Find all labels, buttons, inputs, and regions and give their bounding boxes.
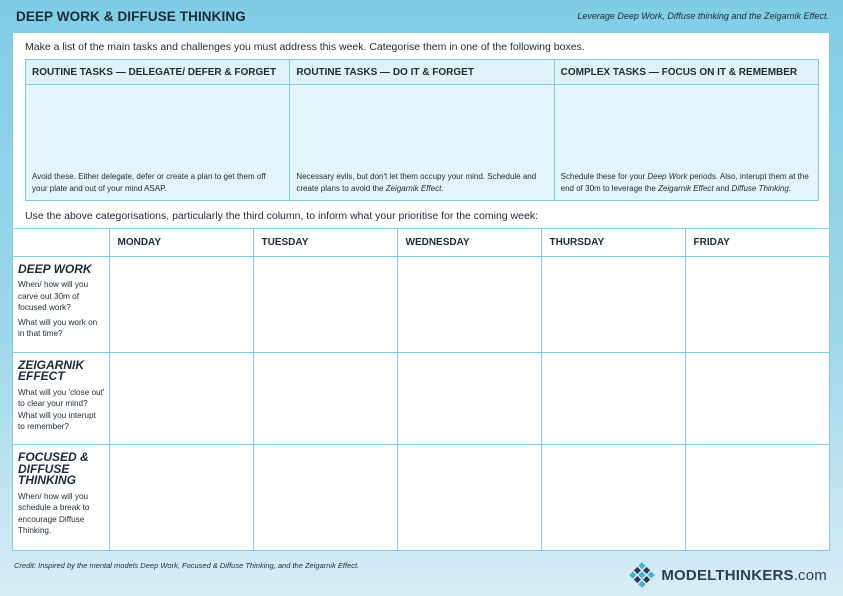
day-thursday: THURSDAY bbox=[541, 229, 685, 256]
category-write-area[interactable] bbox=[26, 85, 289, 200]
logo-domain: .com bbox=[793, 566, 827, 584]
description-emphasis: Zeigarnik Effect bbox=[385, 183, 442, 193]
planner-cell-monday[interactable] bbox=[109, 352, 253, 445]
planner-cell-wednesday[interactable] bbox=[397, 445, 541, 550]
description-text: . bbox=[441, 183, 444, 193]
description-emphasis: Diffuse Thinking bbox=[731, 183, 789, 193]
planner-cell-friday[interactable] bbox=[685, 445, 829, 550]
description-text: Schedule these for your bbox=[560, 172, 648, 181]
planner-cell-monday[interactable] bbox=[109, 256, 253, 352]
row-label bbox=[13, 256, 109, 352]
planner-cell-tuesday[interactable] bbox=[253, 256, 397, 352]
description-text: periods. Also, interupt them at the end of 30m to leverage the bbox=[560, 172, 809, 193]
planner-row-deep-work bbox=[13, 256, 829, 352]
description-text: and bbox=[713, 183, 732, 193]
planner-row-focused-diffuse bbox=[13, 445, 829, 550]
planner-header-row bbox=[13, 229, 829, 256]
task-categories bbox=[25, 59, 819, 201]
category-description bbox=[296, 171, 545, 194]
planner-cell-friday[interactable] bbox=[685, 256, 829, 352]
day-wednesday: WEDNESDAY bbox=[397, 229, 541, 256]
category-write-area[interactable] bbox=[555, 85, 818, 200]
planner-cell-wednesday[interactable] bbox=[397, 352, 541, 445]
planner-cell-wednesday[interactable] bbox=[397, 256, 541, 352]
row-title: DEEP WORK bbox=[18, 261, 92, 276]
description-emphasis: Zeigarnik Effect bbox=[658, 183, 714, 193]
day-monday: MONDAY bbox=[109, 229, 253, 256]
category-title: COMPLEX TASKS — FOCUS ON IT & REMEMBER bbox=[555, 60, 818, 85]
row-question: When/ how will you carve out 30m of focused work? bbox=[18, 280, 89, 312]
planner-row-zeigarnik bbox=[13, 352, 829, 445]
category-description bbox=[561, 171, 810, 194]
category-description bbox=[32, 171, 281, 194]
planner-cell-friday[interactable] bbox=[685, 352, 829, 445]
description-emphasis: Deep Work bbox=[647, 172, 688, 181]
week-instruction: Use the above categorisations, particularly the third column, to inform what your prioritise for the coming week: bbox=[25, 210, 538, 222]
page-title: DEEP WORK & DIFFUSE THINKING bbox=[16, 9, 246, 24]
row-title: FOCUSED & DIFFUSE THINKING bbox=[18, 450, 89, 488]
row-label bbox=[13, 445, 109, 550]
logo-main: MODELTHINKERS bbox=[661, 566, 794, 584]
planner-cell-tuesday[interactable] bbox=[253, 445, 397, 550]
row-title: ZEIGARNIK EFFECT bbox=[18, 357, 84, 384]
planner-cell-tuesday[interactable] bbox=[253, 352, 397, 445]
category-routine-do bbox=[290, 60, 554, 200]
row-question: What will you 'close out' to clear your mind? What will you interupt to remember? bbox=[18, 387, 105, 432]
row-question: What will you work on in that time? bbox=[18, 317, 98, 338]
description-text: Avoid these. Either delegate, defer or create a plan to get them off your plate and out of your mind ASAP. bbox=[32, 172, 266, 193]
credit-note: Credit: Inspired by the mental models Deep Work, Focused & Diffuse Thinking, and the Zeigarnik Effect. bbox=[14, 561, 360, 570]
category-title: ROUTINE TASKS — DO IT & FORGET bbox=[290, 60, 553, 85]
day-tuesday: TUESDAY bbox=[253, 229, 397, 256]
weekly-planner bbox=[13, 228, 829, 550]
worksheet bbox=[12, 32, 830, 551]
planner-cell-thursday[interactable] bbox=[541, 256, 685, 352]
category-write-area[interactable] bbox=[290, 85, 553, 200]
description-text: . bbox=[788, 183, 792, 193]
description-text: Necessary evils, but don't let them occupy your mind. Schedule and create plans to avoid the bbox=[296, 172, 537, 193]
modelthinkers-logo[interactable] bbox=[628, 561, 827, 589]
tasks-instruction: Make a list of the main tasks and challenges you must address this week. Categorise them in one of the following boxes. bbox=[25, 41, 585, 53]
row-question: When/ how will you schedule a break to encourage Diffuse Thinking. bbox=[18, 491, 90, 536]
row-label bbox=[13, 352, 109, 445]
category-complex-focus bbox=[555, 60, 818, 200]
category-routine-delegate bbox=[26, 60, 290, 200]
day-friday: FRIDAY bbox=[685, 229, 829, 256]
category-title: ROUTINE TASKS — DELEGATE/ DEFER & FORGET bbox=[26, 60, 289, 85]
diamond-cluster-icon bbox=[628, 561, 656, 589]
planner-cell-monday[interactable] bbox=[109, 445, 253, 550]
planner-cell-thursday[interactable] bbox=[541, 445, 685, 550]
logo-text bbox=[661, 567, 827, 584]
planner-cell-thursday[interactable] bbox=[541, 352, 685, 445]
page-subtitle: Leverage Deep Work, Diffuse thinking and the Zeigarnik Effect. bbox=[577, 11, 829, 21]
corner-cell bbox=[13, 229, 109, 256]
